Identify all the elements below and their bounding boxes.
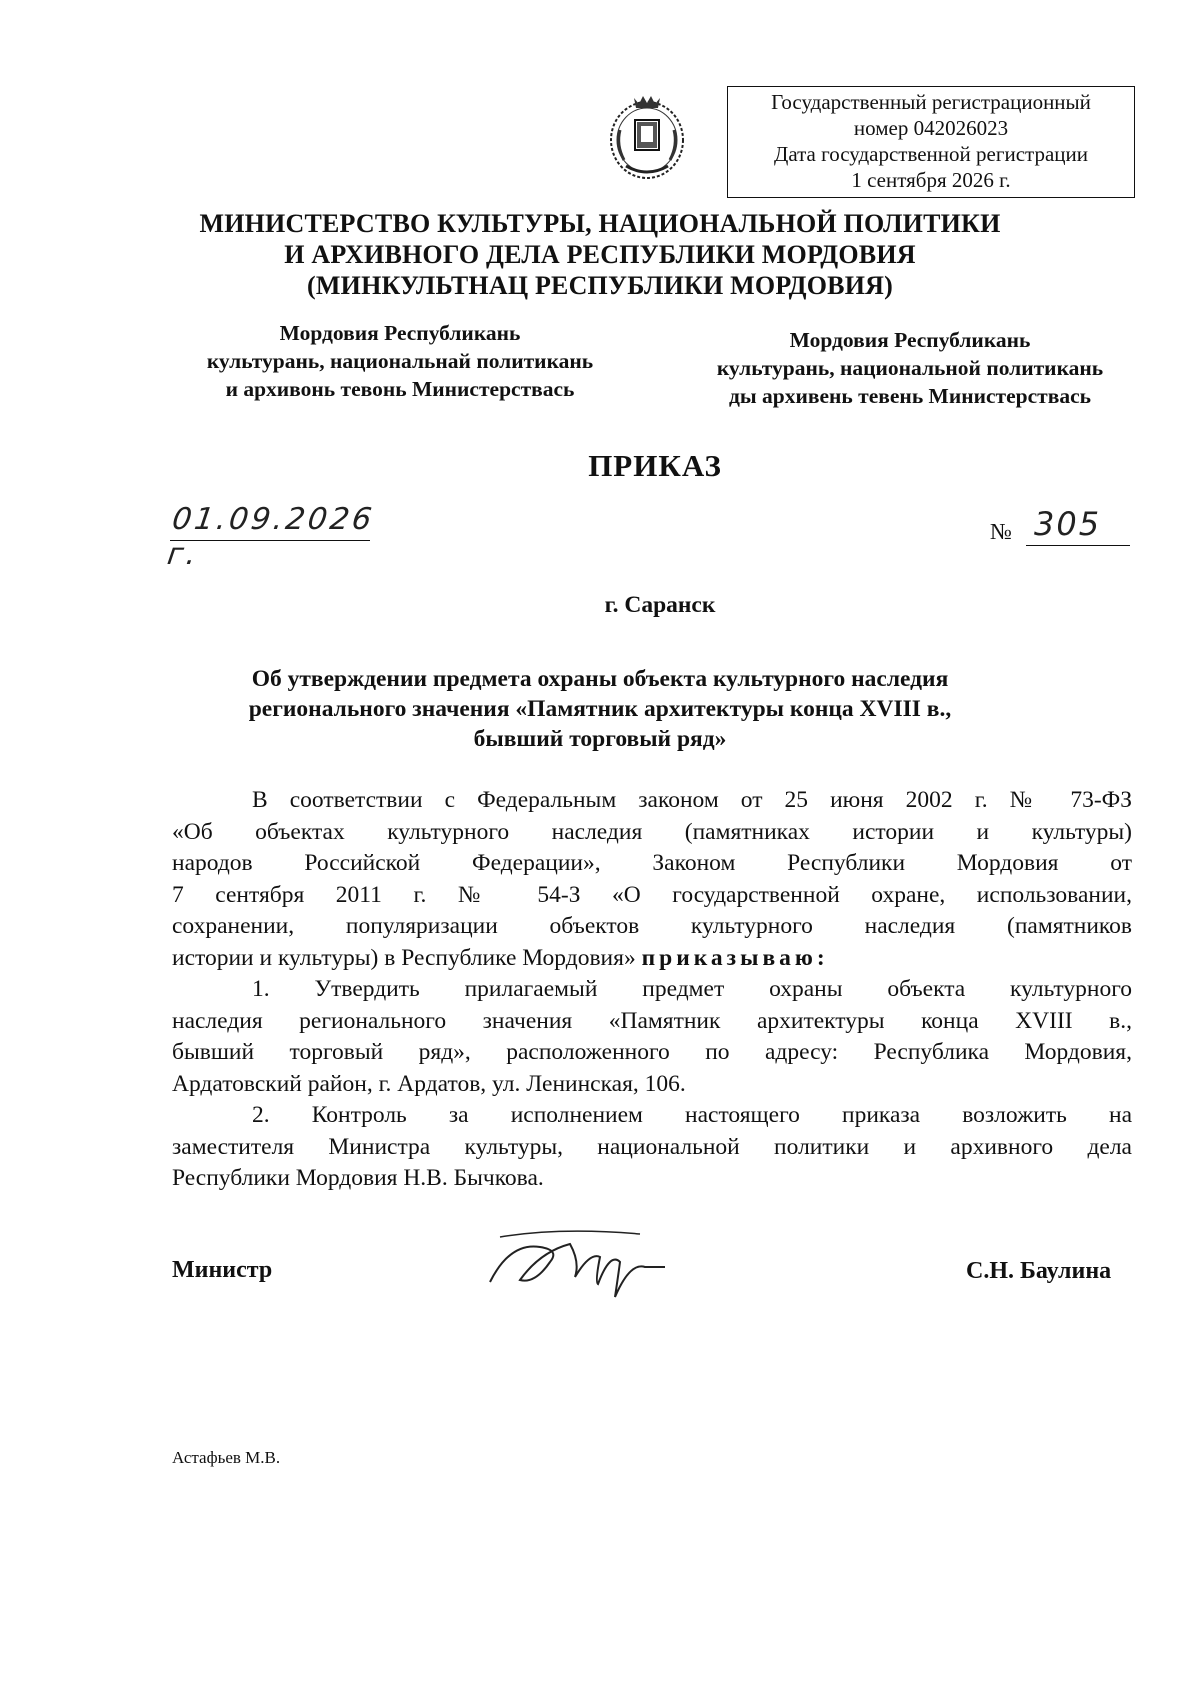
signer-title: Министр xyxy=(172,1257,273,1283)
document-type-title: ПРИКАЗ xyxy=(588,448,722,483)
number-underline xyxy=(1026,545,1130,546)
body-line: «Об объектах культурного наследия (памятниках истории и культуры) xyxy=(172,818,1132,845)
body-line-with-decree xyxy=(172,943,1132,975)
moksha-line: Мордовия Республикань xyxy=(279,321,521,345)
body-line: 2. Контроль за исполнением настоящего приказа возложить на xyxy=(252,1102,1132,1128)
executor-name: Астафьев М.В. xyxy=(172,1448,281,1467)
body-line: 7 сентября 2011 г. № 54-З «О государственной охране, использовании, xyxy=(172,881,1132,908)
erzya-line: Мордовия Республикань xyxy=(789,328,1031,352)
registration-line: Государственный регистрационный xyxy=(771,90,1091,114)
body-text: истории и культуры) в Республике Мордовия» xyxy=(172,944,636,971)
moksha-line: и архивонь тевонь Министерствась xyxy=(225,377,575,401)
registration-line: Дата государственной регистрации xyxy=(774,142,1088,166)
signer-name: С.Н. Баулина xyxy=(966,1258,1112,1284)
ministry-line: МИНИСТЕРСТВО КУЛЬТУРЫ, НАЦИОНАЛЬНОЙ ПОЛИТИКИ xyxy=(199,209,1001,238)
erzya-line: культурань, национальной политикань xyxy=(716,356,1104,380)
body-line: наследия регионального значения «Памятник архитектуры конца XVIII в., xyxy=(172,1007,1132,1034)
ministry-name-moksha xyxy=(160,319,640,403)
moksha-line: культурань, национальнай политикань xyxy=(206,349,594,373)
registration-date: 1 сентября 2026 г. xyxy=(851,168,1011,192)
ministry-line: (МИНКУЛЬТНАЦ РЕСПУБЛИКИ МОРДОВИЯ) xyxy=(307,271,893,300)
order-number-handwritten: 305 xyxy=(1034,505,1102,543)
registration-stamp xyxy=(727,86,1135,198)
body-line: 1. Утвердить прилагаемый предмет охраны объекта культурного xyxy=(252,976,1132,1002)
handwritten-signature xyxy=(480,1222,670,1312)
body-line: народов Российской Федерации», Законом Республики Мордовия от xyxy=(172,850,1132,876)
title-line: регионального значения «Памятник архитектуры конца XVIII в., xyxy=(248,696,952,722)
order-date xyxy=(165,502,400,572)
order-body xyxy=(172,785,1132,1195)
city-name: г. Саранск xyxy=(604,592,716,618)
ministry-line: И АРХИВНОГО ДЕЛА РЕСПУБЛИКИ МОРДОВИЯ xyxy=(284,240,916,269)
order-title xyxy=(180,664,1020,754)
order-date-handwritten: 01.09.2026 г. xyxy=(165,502,377,572)
number-sign: № xyxy=(990,519,1012,544)
order-number xyxy=(990,505,1140,553)
registration-number: номер 042026023 xyxy=(853,116,1009,140)
body-line: сохранении, популяризации объектов культурного наследия (памятников xyxy=(172,913,1132,939)
decree-word: приказываю xyxy=(641,944,817,971)
date-underline xyxy=(170,540,370,541)
decree-colon: : xyxy=(816,944,829,971)
coat-of-arms-icon xyxy=(606,90,688,182)
body-line: В соответствии с Федеральным законом от 25 июня 2002 г. № 73-ФЗ xyxy=(252,787,1132,813)
title-line: Об утверждении предмета охраны объекта культурного наследия xyxy=(251,666,949,692)
body-line: бывший торговый ряд», расположенного по адресу: Республика Мордовия, xyxy=(172,1039,1132,1065)
ministry-header xyxy=(180,208,1020,301)
ministry-name-erzya xyxy=(680,326,1140,410)
title-line: бывший торговый ряд» xyxy=(473,726,727,752)
body-line: Ардатовский район, г. Ардатов, ул. Ленинская, 106. xyxy=(172,1070,686,1097)
body-line: заместителя Министра культуры, национальной политики и архивного дела xyxy=(172,1133,1132,1160)
body-line: Республики Мордовия Н.В. Бычкова. xyxy=(172,1165,544,1191)
erzya-line: ды архивень тевень Министерствась xyxy=(729,384,1091,408)
